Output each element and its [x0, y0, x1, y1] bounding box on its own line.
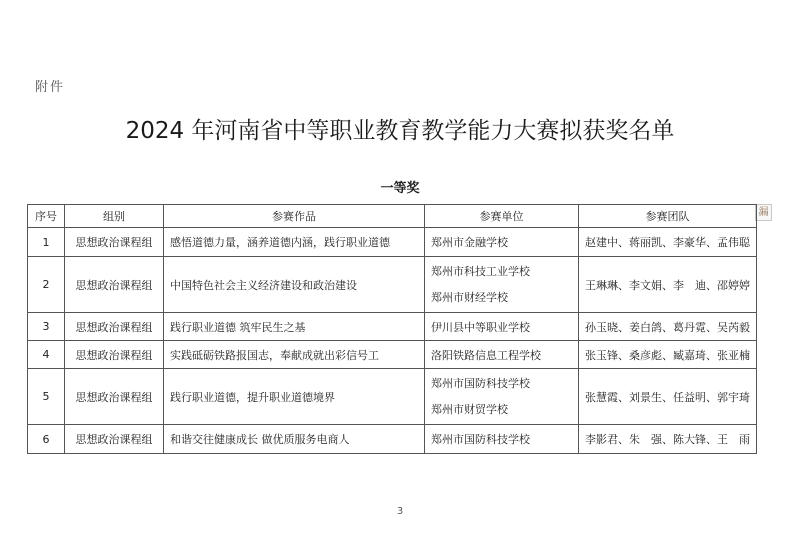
- page-title: 2024 年河南省中等职业教育教学能力大赛拟获奖名单: [125, 118, 675, 144]
- table-row: [28, 257, 757, 313]
- table-header-row: [28, 205, 757, 228]
- page-number: 3: [396, 506, 404, 517]
- row-unit: 伊川县中等职业学校: [425, 313, 579, 341]
- row-number: 5: [28, 369, 65, 425]
- row-team: 张玉锋、桑彦彪、臧嘉琦、张亚楠: [579, 341, 757, 369]
- table-row: [28, 369, 757, 425]
- table-row: [28, 228, 757, 257]
- award-level-heading: 一等奖: [380, 181, 420, 196]
- document-side-icon[interactable]: 漏: [755, 204, 772, 221]
- row-number: 6: [28, 425, 65, 454]
- column-header-team: 参赛团队: [579, 205, 757, 228]
- row-work: 践行职业道德 筑牢民生之基: [164, 313, 425, 341]
- row-group: 思想政治课程组: [65, 341, 164, 369]
- row-work: 和谐交往健康成长 做优质服务电商人: [164, 425, 425, 454]
- award-table: [27, 204, 757, 454]
- column-header-group: 组别: [65, 205, 164, 228]
- table-row: [28, 425, 757, 454]
- row-team: 王琳琳、李文娟、李 迪、邵婷婷: [579, 257, 757, 313]
- row-unit: 洛阳铁路信息工程学校: [425, 341, 579, 369]
- row-group: 思想政治课程组: [65, 228, 164, 257]
- row-work: 实践砥砺铁路报国志，奉献成就出彩信号工: [164, 341, 425, 369]
- row-unit-line: 郑州市财贸学校: [431, 402, 508, 416]
- row-number: 2: [28, 257, 65, 313]
- row-group: 思想政治课程组: [65, 369, 164, 425]
- column-header-number: 序号: [28, 205, 65, 228]
- row-team: 孙玉晓、姜白鸽、葛丹霓、吴芮毅: [579, 313, 757, 341]
- row-unit-line: 郑州市国防科技学校: [431, 376, 530, 390]
- row-work: 感悟道德力量，涵养道德内涵，践行职业道德: [164, 228, 425, 257]
- column-header-work: 参赛作品: [164, 205, 425, 228]
- row-team: 赵建中、蒋丽凯、李豪华、孟伟聪: [579, 228, 757, 257]
- row-number: 4: [28, 341, 65, 369]
- row-work: 中国特色社会主义经济建设和政治建设: [164, 257, 425, 313]
- row-unit: 郑州市国防科技学校: [425, 425, 579, 454]
- row-unit: 郑州市金融学校: [425, 228, 579, 257]
- table-row: [28, 341, 757, 369]
- column-header-unit: 参赛单位: [425, 205, 579, 228]
- row-unit: [425, 257, 579, 313]
- row-group: 思想政治课程组: [65, 425, 164, 454]
- row-unit-line: 郑州市财经学校: [431, 290, 508, 304]
- table-row: [28, 313, 757, 341]
- row-group: 思想政治课程组: [65, 313, 164, 341]
- row-unit: [425, 369, 579, 425]
- row-team: 张慧霞、刘景生、任益明、郭宇琦: [579, 369, 757, 425]
- row-work: 践行职业道德，提升职业道德境界: [164, 369, 425, 425]
- row-unit-line: 郑州市科技工业学校: [431, 264, 530, 278]
- attachment-label: 附件: [35, 80, 66, 95]
- row-number: 1: [28, 228, 65, 257]
- row-team: 李影君、朱 强、陈大锋、王 雨: [579, 425, 757, 454]
- row-group: 思想政治课程组: [65, 257, 164, 313]
- row-number: 3: [28, 313, 65, 341]
